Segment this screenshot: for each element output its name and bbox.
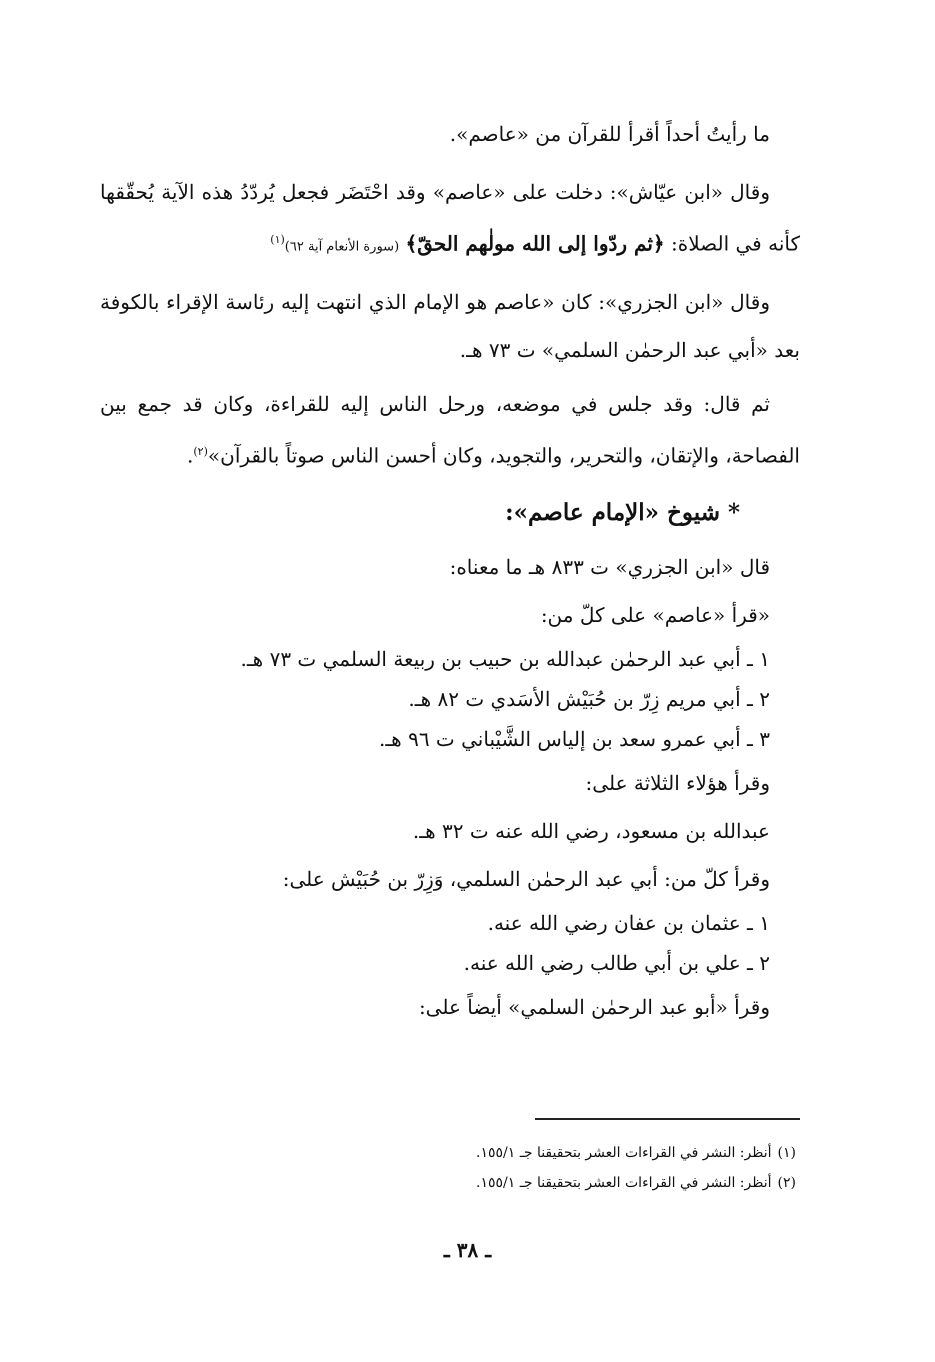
paragraph-4	[100, 380, 800, 480]
line-also-read-on: وقرأ «أبو عبد الرحمٰن السلمي» أيضاً على:	[418, 995, 770, 1020]
teacher-list-item: ٣ ـ أبي عمرو سعد بن إلياس الشَّيْباني ت ٩٦ هـ.	[378, 727, 770, 752]
paragraph-4-text: ثم قال: وقد جلس في موضعه، ورحل الناس إليه للقراءة، وكان قد جمع بين الفصاحة، والإتقان، والتحرير، والتجويد، وكان أحسن الناس صوتاً بالقرآن»	[100, 391, 800, 468]
footnote-divider	[535, 1118, 800, 1120]
companion-list-item: ٢ ـ علي بن أبي طالب رضي الله عنه.	[463, 951, 770, 976]
footnote-1	[100, 1138, 800, 1168]
line-read-on: «قرأ «عاصم» على كلّ من:	[540, 603, 770, 628]
teacher-list-item: ١ ـ أبي عبد الرحمٰن عبدالله بن حبيب بن ربيعة السلمي ت ٧٣ هـ.	[240, 647, 770, 672]
paragraph-1: ما رأيتُ أحداً أقرأ للقرآن من «عاصم».	[449, 122, 770, 146]
paragraph-2-text: وقال «ابن عيّاش»: دخلت على «عاصم» وقد احْتَضَر فجعل يُردّدُ هذه الآية يُحقّقها كأنه في الصلاة:	[100, 180, 800, 256]
paragraph-3: وقال «ابن الجزري»: كان «عاصم هو الإمام الذي انتهت إليه رئاسة الإقراء بالكوفة بعد «أبي عبد الرحمٰن السلمي» ت ٧٣ هـ.	[100, 289, 800, 362]
quran-verse: ﴿ثم ردّوا إلى الله مولٰهم الحقّ﴾	[405, 231, 665, 256]
footnote-marker-1[interactable]: (١)	[270, 233, 285, 246]
paragraph-4-end: .	[187, 443, 194, 468]
footnote-2	[100, 1168, 800, 1198]
footnote-marker-2[interactable]: (٢)	[193, 444, 208, 458]
footnotes	[100, 1138, 800, 1198]
footnote-text: أنظر: النشر في القراءات العشر بتحقيقنا جـ ١٥٥/١.	[476, 1145, 772, 1161]
page-number: ـ ٣٨ ـ	[443, 1238, 492, 1262]
line-ibn-masud: عبدالله بن مسعود، رضي الله عنه ت ٣٢ هـ.	[412, 819, 770, 844]
footnote-number: (١)	[777, 1145, 796, 1161]
paragraph-2	[100, 168, 800, 272]
companion-list-item: ١ ـ عثمان بن عفان رضي الله عنه.	[487, 911, 770, 936]
line-ibn-jazari: قال «ابن الجزري» ت ٨٣٣ هـ ما معناه:	[449, 555, 770, 580]
page-body	[100, 110, 800, 1310]
line-three-read-on: وقرأ هؤلاء الثلاثة على:	[585, 771, 770, 796]
spacer	[100, 158, 800, 168]
section-heading: * شيوخ «الإمام عاصم»:	[505, 499, 740, 527]
teacher-list-item: ٢ ـ أبي مريم زِرّ بن حُبَيْش الأسَدي ت ٨٢ هـ.	[408, 687, 770, 712]
footnote-number: (٢)	[777, 1175, 796, 1191]
line-each-read-on: وقرأ كلّ من: أبي عبد الرحمٰن السلمي، وَزِرّ بن حُبَيْش على:	[282, 867, 770, 892]
verse-reference: (سورة الأنعام آية ٦٢)	[284, 239, 400, 255]
footnote-text: أنظر: النشر في القراءات العشر بتحقيقنا جـ ١٥٥/١.	[476, 1175, 772, 1191]
